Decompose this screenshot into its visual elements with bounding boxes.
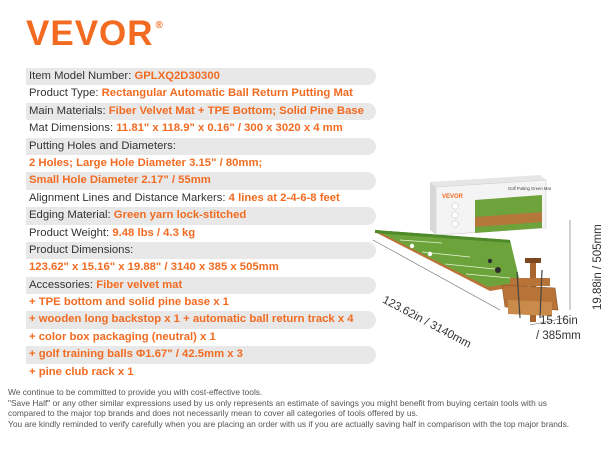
- putting-mat: [375, 230, 520, 291]
- spec-row: [26, 190, 376, 207]
- spec-row: [26, 155, 376, 172]
- spec-value: + wooden long backstop x 1 + automatic ball return track x 4: [29, 313, 354, 326]
- box-brand: VEVOR: [442, 194, 464, 200]
- spec-value: Fiber velvet mat: [96, 278, 183, 291]
- height-label: 19.88in / 505mm: [592, 224, 604, 310]
- spec-row: [26, 172, 376, 189]
- box-title: Golf Putting Green Mat: [508, 186, 551, 191]
- color-box: [430, 175, 552, 235]
- spec-value: + pine club rack x 1: [29, 365, 134, 378]
- registered-mark: ®: [155, 20, 164, 31]
- spec-label: Product Dimensions:: [29, 243, 134, 256]
- spec-label: Alignment Lines and Distance Markers:: [29, 191, 229, 204]
- spec-row: [26, 311, 376, 328]
- spec-value: 4 lines at 2-4-6-8 feet: [228, 191, 340, 204]
- spec-label: Accessories:: [29, 278, 97, 291]
- brand-logo: [26, 14, 164, 54]
- spec-value: Small Hole Diameter 2.17" / 55mm: [29, 174, 211, 187]
- disclaimer-line: We continue to be committed to provide you with cost-effective tools.: [8, 387, 263, 397]
- disclaimer-line: You are kindly reminded to verify carefully when you are placing an order with us if you are actually saving half in comparison with the top major brands.: [8, 418, 570, 429]
- spec-row: [26, 346, 376, 363]
- disclaimer-line: "Save Half" or any other similar expressions used by us only represents an estimate of savings you might benefit from buying certain tools with us: [8, 397, 547, 408]
- spec-row: [26, 277, 376, 294]
- spec-value: Green yarn lock-stitched: [113, 209, 247, 222]
- disclaimer: [8, 387, 598, 429]
- spec-row: [26, 120, 376, 137]
- spec-list: [26, 68, 376, 381]
- spec-value: + golf training balls Φ1.67" / 42.5mm x 3: [29, 348, 243, 361]
- spec-label: Main Materials:: [29, 104, 109, 117]
- product-image: [370, 160, 604, 360]
- length-label: 123.62in / 3140mm: [380, 294, 473, 351]
- spec-row: [26, 225, 376, 242]
- spec-value: + color box packaging (neutral) x 1: [29, 330, 216, 343]
- spec-row: [26, 68, 376, 85]
- spec-value: 9.48 lbs / 4.3 kg: [112, 226, 196, 239]
- spec-value: 2 Holes; Large Hole Diameter 3.15" / 80mm;: [29, 156, 263, 169]
- spec-label: Edging Material:: [29, 209, 114, 222]
- spec-label: Putting Holes and Diameters:: [29, 139, 176, 152]
- disclaimer-line: compared to the major top brands and does not necessarily mean to cover all categories of tools offered by us.: [8, 408, 418, 419]
- spec-label: Item Model Number:: [29, 70, 135, 82]
- spec-row: [26, 103, 376, 120]
- spec-value: + TPE bottom and solid pine base x 1: [29, 296, 229, 309]
- spec-value: 123.62" x 15.16" x 19.88" / 3140 x 385 x 505mm: [29, 261, 279, 274]
- spec-row: [26, 329, 376, 346]
- spec-value: Rectangular Automatic Ball Return Putting Mat: [101, 87, 353, 100]
- spec-label: Product Weight:: [29, 226, 113, 239]
- brand-name: VEVOR: [26, 14, 154, 53]
- width-label-line2: / 385mm: [536, 330, 581, 342]
- spec-row: [26, 259, 376, 276]
- width-label-line1: 15.16in: [540, 315, 578, 327]
- spec-row: [26, 138, 376, 155]
- spec-value: 11.81" x 118.9" x 0.16" / 300 x 3020 x 4 mm: [116, 122, 343, 135]
- spec-value: GPLXQ2D30300: [134, 70, 220, 82]
- spec-row: [26, 85, 376, 102]
- spec-label: Mat Dimensions:: [29, 122, 117, 135]
- spec-row: [26, 294, 376, 311]
- spec-row: [26, 364, 376, 381]
- spec-row: [26, 242, 376, 259]
- spec-label: Product Type:: [29, 87, 102, 100]
- spec-row: [26, 207, 376, 224]
- spec-value: Fiber Velvet Mat + TPE Bottom; Solid Pine Base: [108, 104, 364, 117]
